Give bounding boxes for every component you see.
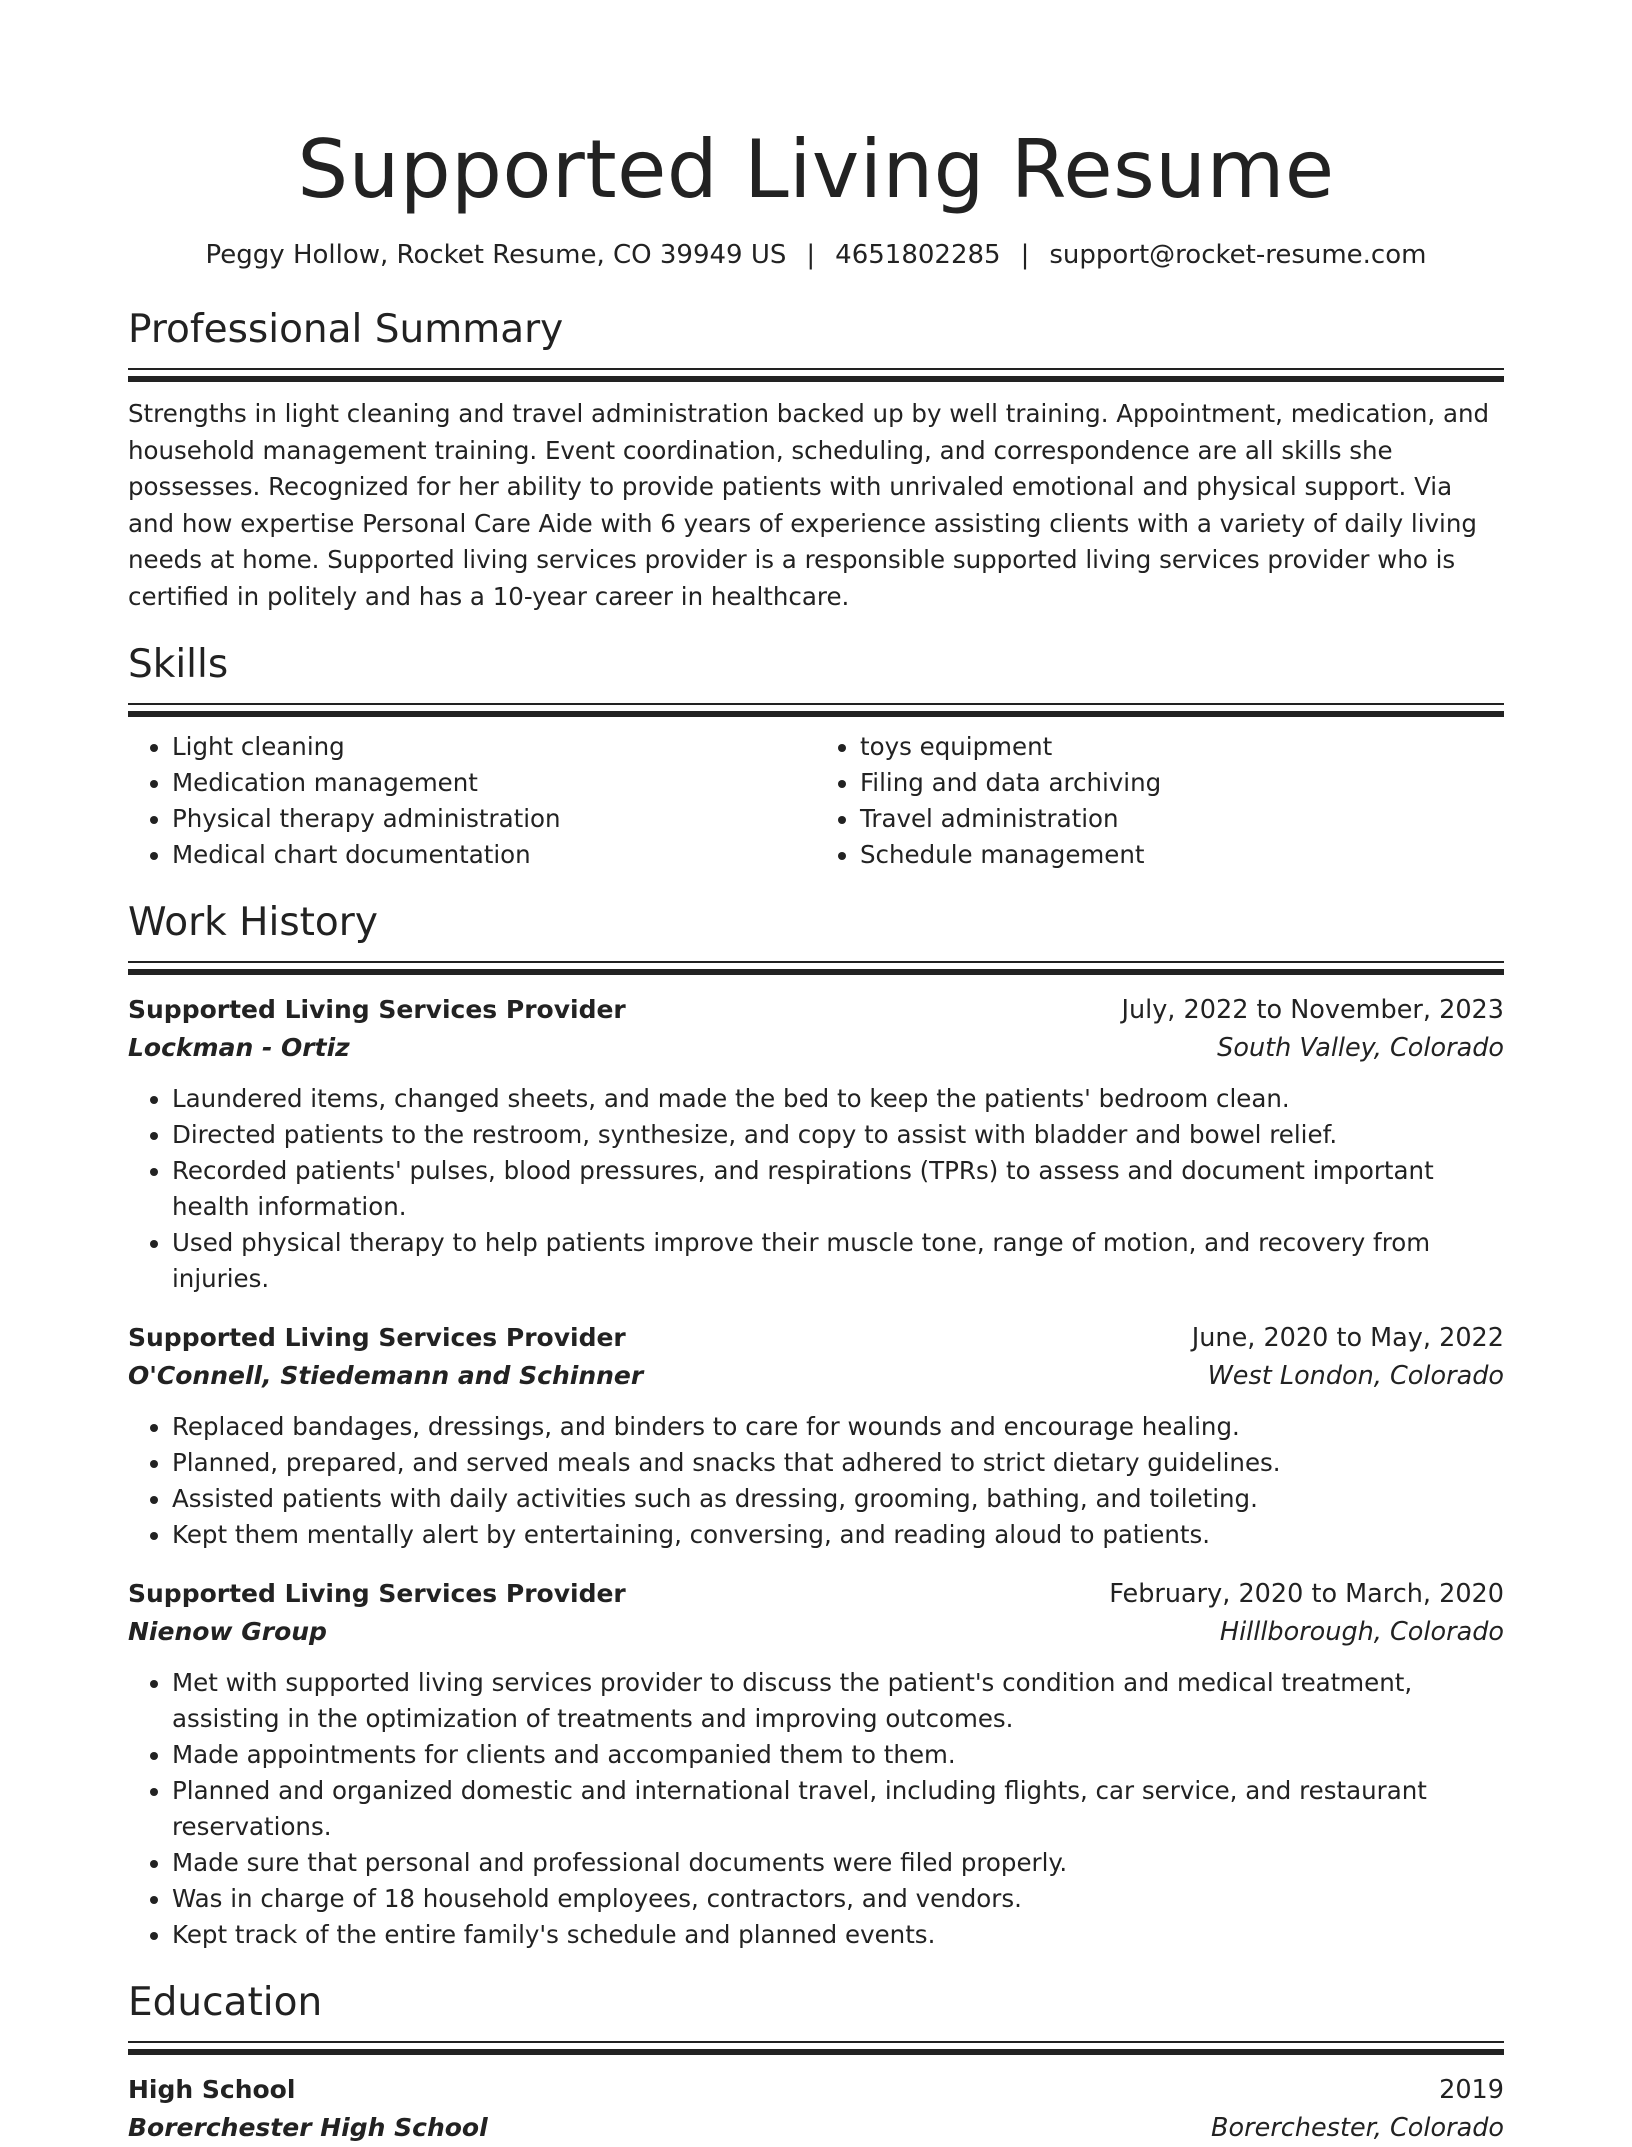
skills-section [128,641,1504,873]
contact-separator: | [806,240,816,270]
job-entry [128,991,1504,1297]
job-bullet: • Planned, prepared, and served meals and snacks that adhered to strict dietary guidelines. [172,1445,1504,1481]
contact-separator: | [1020,240,1030,270]
skill-item: • Travel administration [860,801,1504,837]
job-location: West London, Colorado [1207,1361,1504,1391]
resume-title: Supported Living Resume [297,123,1335,216]
contact-email: support@rocket-resume.com [1049,240,1427,270]
skill-item: • Physical therapy administration [172,801,816,837]
job-title: Supported Living Services Provider [128,995,626,1024]
skill-item: • Medication management [172,765,816,801]
job-bullets [128,1081,1504,1297]
summary-section [128,306,1504,615]
job-bullet: • Met with supported living services provider to discuss the patient's condition and medical treatment, assisting in the optimization of treatments and improving outcomes. [172,1665,1504,1737]
education-heading: Education [128,1980,323,2025]
job-bullet: • Recorded patients' pulses, blood pressures, and respirations (TPRs) to assess and document important health information. [172,1153,1504,1225]
skill-item: • Schedule management [860,837,1504,873]
job-bullet: • Kept track of the entire family's schedule and planned events. [172,1917,1504,1953]
skill-item: • Medical chart documentation [172,837,816,873]
contact-line [128,238,1504,272]
skills-column-left [128,729,816,873]
job-title: Supported Living Services Provider [128,1579,626,1608]
work-history-heading: Work History [128,900,378,945]
job-bullet: • Directed patients to the restroom, synthesize, and copy to assist with bladder and bowel relief. [172,1117,1504,1153]
job-bullet: • Laundered items, changed sheets, and made the bed to keep the patients' bedroom clean. [172,1081,1504,1117]
job-bullet: • Was in charge of 18 household employees, contractors, and vendors. [172,1881,1504,1917]
job-dates: June, 2020 to May, 2022 [1191,1323,1504,1353]
skills-heading: Skills [128,642,229,687]
skill-item: • toys equipment [860,729,1504,765]
job-bullet: • Planned and organized domestic and international travel, including flights, car service, and restaurant reservations. [172,1773,1504,1845]
education-entry [128,2071,1504,2147]
education-section [128,1979,1504,2147]
job-bullet: • Made appointments for clients and accompanied them to them. [172,1737,1504,1773]
job-company: Lockman - Ortiz [128,1033,350,1062]
skill-item: • Light cleaning [172,729,816,765]
education-year: 2019 [1439,2075,1504,2105]
job-location: South Valley, Colorado [1217,1033,1504,1063]
contact-address: Peggy Hollow, Rocket Resume, CO 39949 US [205,240,787,270]
education-school: Borerchester High School [128,2113,488,2142]
skills-column-right [816,729,1504,873]
job-bullet: • Replaced bandages, dressings, and binders to care for wounds and encourage healing. [172,1409,1504,1445]
job-entry [128,1575,1504,1953]
job-dates: February, 2020 to March, 2020 [1109,1579,1504,1609]
job-bullets [128,1665,1504,1953]
section-divider [128,2041,1504,2055]
contact-phone: 4651802285 [835,240,1001,270]
job-bullet: • Made sure that personal and professional documents were filed properly. [172,1845,1504,1881]
education-degree: High School [128,2075,296,2104]
section-divider [128,703,1504,717]
section-divider [128,368,1504,382]
education-location: Borerchester, Colorado [1211,2113,1504,2143]
job-dates: July, 2022 to November, 2023 [1121,995,1504,1025]
job-title: Supported Living Services Provider [128,1323,626,1352]
resume-page [128,0,1504,2147]
job-bullet: • Assisted patients with daily activities such as dressing, grooming, bathing, and toileting. [172,1481,1504,1517]
work-history-section [128,899,1504,1953]
job-bullet: • Used physical therapy to help patients improve their muscle tone, range of motion, and recovery from injuries. [172,1225,1504,1297]
job-entry [128,1319,1504,1553]
summary-heading: Professional Summary [128,307,564,352]
job-location: Hilllborough, Colorado [1219,1617,1504,1647]
section-divider [128,961,1504,975]
skill-item: • Filing and data archiving [860,765,1504,801]
job-company: O'Connell, Stiedemann and Schinner [128,1361,644,1390]
summary-text: Strengths in light cleaning and travel administration backed up by well training. Appointment, medication, and household management training. Event coordination, scheduling, and correspondence are all skills she possesses. Recognized for her ability to provide patients with unrivaled emotional and physical support. Via and how expertise Personal Care Aide with 6 years of experience assisting clients with a variety of daily living needs at home. Supported living services provider is a responsible supported living services provider who is certified in politely and has a 10-year career in healthcare. [128,399,1490,611]
skills-list [128,729,1504,873]
job-bullet: • Kept them mentally alert by entertaining, conversing, and reading aloud to patients. [172,1517,1504,1553]
job-company: Nienow Group [128,1617,327,1646]
job-bullets [128,1409,1504,1553]
